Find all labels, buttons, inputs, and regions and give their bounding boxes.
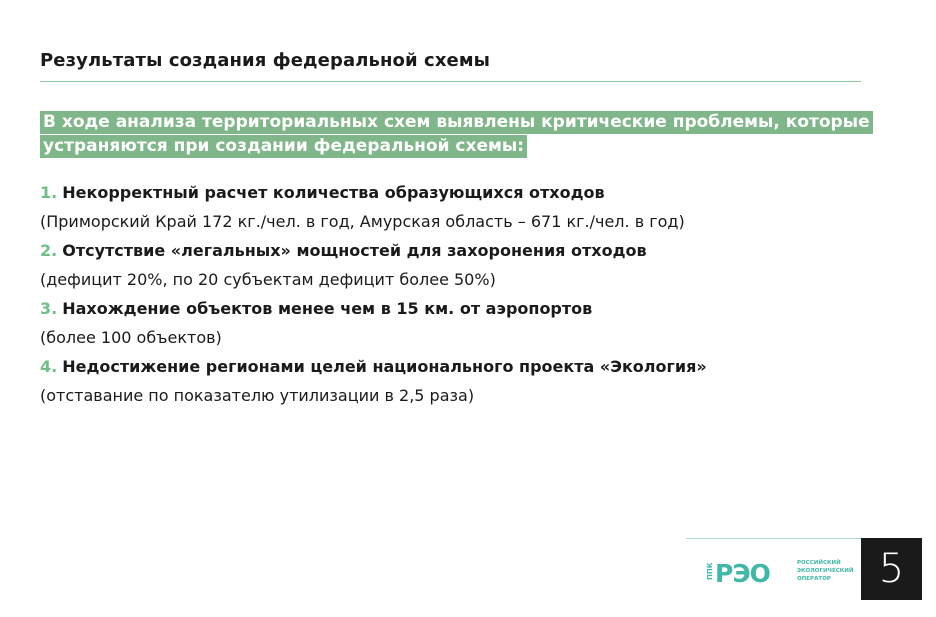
item-note: (отставание по показателю утилизации в 2,5 раза) <box>40 386 475 405</box>
item-heading <box>40 352 900 381</box>
item-title: Нахождение объектов менее чем в 15 км. от аэропортов <box>62 299 593 318</box>
item-number: 3. <box>40 299 58 318</box>
highlight-banner <box>40 110 870 158</box>
item-title: Некорректный расчет количества образующихся отходов <box>62 183 605 202</box>
item-note: (Приморский Край 172 кг./чел. в год, Амурская область – 671 кг./чел. в год) <box>40 212 685 231</box>
item-title: Отсутствие «легальных» мощностей для захоронения отходов <box>62 241 647 260</box>
item-heading <box>40 294 900 323</box>
problem-list <box>40 178 900 410</box>
logo-prefix: ППК <box>706 562 714 580</box>
item-number: 4. <box>40 357 58 376</box>
highlight-text: В ходе анализа территориальных схем выявлены критические проблемы, которые устраняются при создании федеральной схемы: <box>40 111 873 158</box>
item-heading <box>40 178 900 207</box>
item-number: 2. <box>40 241 58 260</box>
slide-title: Результаты создания федеральной схемы <box>40 50 491 71</box>
item-heading <box>40 236 900 265</box>
list-item <box>40 352 900 410</box>
list-item <box>40 178 900 236</box>
reo-logo <box>700 548 860 594</box>
footer-divider <box>686 538 862 539</box>
logo-mark: РЭО <box>715 559 770 588</box>
logo-line2: ЭКОЛОГИЧЕСКИЙ <box>797 568 854 574</box>
item-title: Недостижение регионами целей национального проекта «Экология» <box>62 357 707 376</box>
item-number: 1. <box>40 183 58 202</box>
list-item <box>40 236 900 294</box>
item-note: (дефицит 20%, по 20 субъектам дефицит более 50%) <box>40 270 496 289</box>
logo-line3: ОПЕРАТОР <box>797 576 831 582</box>
page-number: 5 <box>861 538 922 600</box>
logo-line1: РОССИЙСКИЙ <box>797 560 841 566</box>
title-divider <box>40 81 861 82</box>
list-item <box>40 294 900 352</box>
item-note: (более 100 объектов) <box>40 328 222 347</box>
